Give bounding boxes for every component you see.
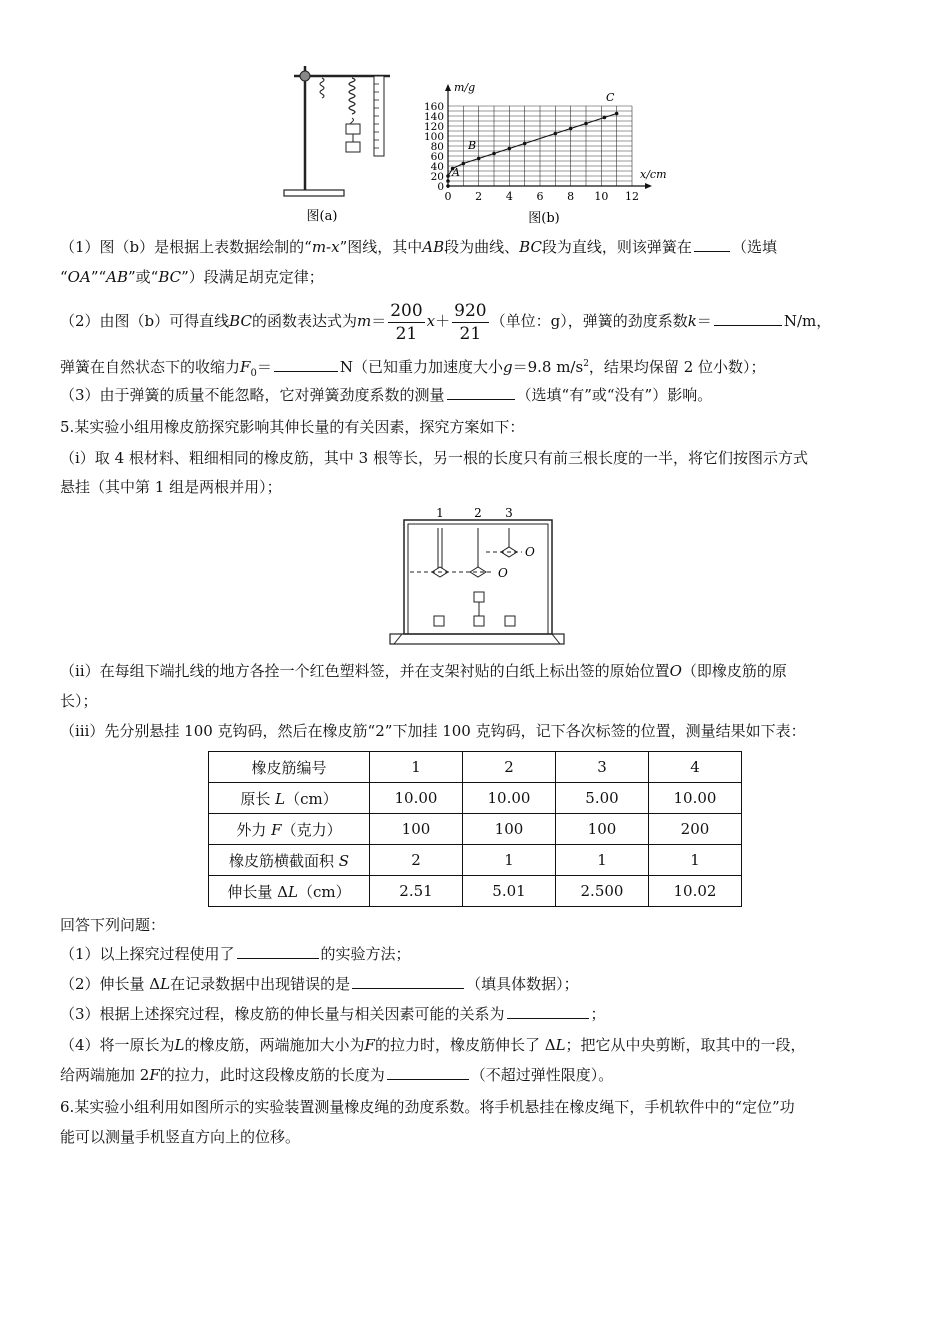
table-cell: 10.00: [370, 783, 463, 814]
q5-answer-3: [60, 1003, 606, 1025]
table-row: [209, 783, 742, 814]
q5-step2-line2: 长）；: [60, 692, 98, 710]
answer-blank[interactable]: [447, 384, 515, 400]
fraction-200-21: [388, 300, 424, 345]
text: 0: [250, 368, 257, 379]
o-label-lower: O: [498, 566, 508, 580]
text: 在记录数据中出现错误的是: [170, 975, 351, 993]
table-cell: 2.500: [556, 876, 649, 907]
chart-y-arrow: [445, 84, 451, 91]
chart-x-tick-label: 0: [444, 190, 452, 203]
chart-data-point: [569, 127, 573, 131]
q5-answer-intro: 回答下列问题：: [60, 916, 166, 934]
text: F: [271, 820, 282, 839]
answer-blank[interactable]: [237, 943, 319, 959]
figure-b-chart: [420, 78, 680, 228]
text: ”图线，其中: [339, 238, 423, 256]
denominator: 21: [395, 323, 418, 344]
text: ；把它从中央剪断，取其中的一段，: [565, 1036, 806, 1054]
text: 段为直线，则该弹簧在: [541, 238, 692, 256]
text: F: [240, 358, 251, 376]
table-cell: [209, 783, 370, 814]
chart-y-tick-label: 40: [430, 161, 444, 173]
q5-step1-line2: 悬挂（其中第 1 组是两根并用）；: [60, 478, 282, 496]
text: m: [356, 312, 372, 330]
chart-data-point: [462, 162, 466, 166]
chart-data-point: [554, 132, 558, 136]
table-cell: [209, 845, 370, 876]
text: （ⅱ）在每组下端扎线的地方各拴一个红色塑料签，并在支架衬贴的白纸上标出签的原始位置: [60, 662, 670, 680]
text: L: [160, 975, 171, 993]
text: ＋: [435, 312, 451, 330]
chart-x-arrow: [645, 183, 652, 189]
text: （选填: [731, 238, 777, 256]
answer-blank[interactable]: [352, 973, 464, 989]
chart-data-point: [584, 122, 588, 126]
chart-ylabel: m/g: [454, 81, 476, 94]
text: （不超过弹性限度）。: [470, 1066, 614, 1084]
text: S: [338, 851, 350, 870]
chart-data-point: [446, 174, 450, 178]
text: 给两端施加 2: [60, 1066, 150, 1084]
text: 伸长量 Δ: [227, 882, 288, 901]
text: L: [275, 789, 286, 808]
answer-blank[interactable]: [694, 236, 730, 252]
q4-part3: [60, 384, 712, 406]
text: ＝9.8 m/s: [512, 358, 584, 376]
table-cell: 3: [556, 752, 649, 783]
text: O: [669, 662, 682, 680]
table-row: [209, 814, 742, 845]
q5-answer-1: [60, 943, 411, 965]
text: BC: [158, 268, 182, 286]
text: （克力）: [281, 820, 342, 839]
text: 的拉力时，橡皮筋伸长了 Δ: [374, 1036, 556, 1054]
numerator: 920: [454, 300, 487, 321]
text: ”或“: [128, 268, 159, 286]
text: （3）由于弹簧的质量不能忽略，它对弹簧劲度系数的测量: [60, 386, 445, 404]
text: L: [555, 1036, 566, 1054]
q5-step2-line1: [60, 660, 787, 682]
text: N（已知重力加速度大小: [339, 358, 503, 376]
chart-data-point: [492, 152, 496, 156]
q6-line2: 能可以测量手机竖直方向上的位移。: [60, 1128, 301, 1146]
table-cell: 橡皮筋编号: [209, 752, 370, 783]
table-cell: 10.00: [649, 783, 742, 814]
chart-y-tick-label: 20: [430, 171, 444, 183]
text: L: [174, 1036, 185, 1054]
text: ”“: [90, 268, 107, 286]
chart-y-tick-label: 120: [423, 121, 444, 133]
text: 的函数表达式为: [251, 312, 357, 330]
answer-blank[interactable]: [387, 1064, 469, 1080]
chart-x-tick-label: 10: [594, 190, 609, 203]
text: （即橡皮筋的原: [681, 662, 787, 680]
chart-y-tick-label: 160: [423, 101, 444, 113]
text: ；: [590, 1005, 606, 1023]
text: BC: [519, 238, 542, 256]
table-cell: [209, 876, 370, 907]
q4-part2-line2: [60, 353, 766, 385]
table-cell: 100: [463, 814, 556, 845]
text: ”）段满足胡克定律；: [181, 268, 324, 286]
chart-data-point: [615, 112, 619, 116]
table-cell: 100: [370, 814, 463, 845]
text: ＝: [696, 312, 712, 330]
table-cell: 10.02: [649, 876, 742, 907]
chart-data-point: [523, 142, 527, 146]
chart-point-label-a: A: [452, 166, 460, 179]
answer-blank[interactable]: [507, 1003, 589, 1019]
text: 橡皮筋横截面积: [228, 851, 339, 870]
chart-x-tick-label: 8: [567, 190, 575, 203]
q4-part1-line1: [60, 236, 777, 258]
answer-blank[interactable]: [714, 310, 782, 326]
figure-a-caption: 图(a): [306, 209, 338, 224]
text: 的拉力，此时这段橡皮筋的长度为: [159, 1066, 385, 1084]
text: （2）伸长量 Δ: [60, 975, 161, 993]
text: OA: [67, 268, 91, 286]
q5-step3: （ⅲ）先分别悬挂 100 克钩码，然后在橡皮筋“2”下加挂 100 克钩码，记下各次标签的位置，测量结果如下表：: [60, 722, 806, 740]
denominator: 21: [459, 323, 482, 344]
chart-data-point: [477, 157, 481, 161]
o-label-upper: O: [525, 545, 535, 559]
text: m-x: [311, 238, 340, 256]
text: 弹簧在自然状态下的收缩力: [60, 358, 241, 376]
band-label-1: 1: [436, 506, 444, 520]
text: BC: [229, 312, 252, 330]
q5-answer-2: [60, 973, 579, 995]
q4-part2-line1: [60, 298, 831, 345]
text: x: [426, 312, 436, 330]
q5-answer-4-line1: [60, 1034, 806, 1056]
text: 外力: [236, 820, 272, 839]
chart-y-tick-label: 0: [437, 181, 444, 193]
text: 2: [583, 359, 589, 369]
chart-xlabel: x/cm: [640, 168, 667, 181]
table-cell: [209, 814, 370, 845]
text: ＝: [371, 312, 387, 330]
answer-blank[interactable]: [274, 356, 338, 372]
table-cell: 2: [370, 845, 463, 876]
band-label-3: 3: [505, 506, 513, 520]
text: （1）以上探究过程使用了: [60, 945, 235, 963]
fraction-920-21: [452, 300, 488, 345]
table-row: [209, 845, 742, 876]
table-cell: 2.51: [370, 876, 463, 907]
text: k: [687, 312, 697, 330]
figure-a-apparatus: [280, 62, 400, 227]
text: （1）图（b）是根据上表数据绘制的“: [60, 238, 312, 256]
chart-data-point: [446, 179, 450, 183]
text: L: [288, 882, 298, 901]
q5-step1-line1: （ⅰ）取 4 根材料、粗细相同的橡皮筋，其中 3 根等长，另一根的长度只有前三根长度的一半，将它们按图示方式: [60, 449, 808, 467]
text: ，结果均保留 2 位小数）；: [588, 358, 766, 376]
text: AB: [106, 268, 129, 286]
text: g: [502, 358, 513, 376]
chart-point-label-b: B: [468, 139, 477, 152]
q5-answer-4-line2: [60, 1064, 613, 1086]
text: AB: [422, 238, 445, 256]
table-cell: 5.00: [556, 783, 649, 814]
chart-y-tick-label: 60: [430, 151, 444, 163]
q4-part1-line2: [60, 266, 324, 288]
text: 原长: [240, 789, 276, 808]
text: （4）将一原长为: [60, 1036, 175, 1054]
chart-y-tick-label: 100: [423, 131, 444, 143]
chart-data-point: [508, 147, 512, 151]
text: （cm）: [297, 882, 351, 901]
table-cell: 1: [556, 845, 649, 876]
text: （选填“有”或“没有”）影响。: [516, 386, 713, 404]
table-cell: 1: [649, 845, 742, 876]
table-cell: 1: [370, 752, 463, 783]
band-label-2: 2: [474, 506, 482, 520]
text: （填具体数据）；: [466, 975, 579, 993]
chart-y-tick-label: 140: [423, 111, 444, 123]
q6-line1: 6.某实验小组利用如图所示的实验装置测量橡皮绳的劲度系数。将手机悬挂在橡皮绳下，手机软件中的“定位”功: [60, 1098, 795, 1116]
chart-x-tick-label: 6: [536, 190, 544, 203]
text: 的橡皮筋，两端施加大小为: [184, 1036, 365, 1054]
table-cell: 10.00: [463, 783, 556, 814]
text: F: [364, 1036, 375, 1054]
text: 的实验方法；: [320, 945, 411, 963]
chart-x-tick-label: 4: [505, 190, 513, 203]
text: （2）由图（b）可得直线: [60, 312, 230, 330]
numerator: 200: [390, 300, 423, 321]
chart-data-point: [446, 184, 450, 188]
table-cell: 4: [649, 752, 742, 783]
data-table: [208, 751, 742, 907]
figure-rubber-band-setup: [388, 502, 568, 650]
q5-title: 5.某实验小组用橡皮筋探究影响其伸长量的有关因素，探究方案如下：: [60, 418, 525, 436]
chart-x-tick-label: 2: [475, 190, 483, 203]
text: （cm）: [285, 789, 338, 808]
text: N/m，: [783, 312, 832, 330]
text: ＝: [256, 358, 272, 376]
text: “: [60, 268, 68, 286]
table-row: [209, 752, 742, 783]
chart-x-tick-label: 12: [625, 190, 639, 203]
text: F: [149, 1066, 160, 1084]
table-cell: 2: [463, 752, 556, 783]
table-cell: 5.01: [463, 876, 556, 907]
chart-data-point: [603, 116, 607, 120]
table-cell: 1: [463, 845, 556, 876]
figure-b-caption: 图(b): [528, 211, 560, 226]
table-cell: 200: [649, 814, 742, 845]
text: （3）根据上述探究过程，橡皮筋的伸长量与相关因素可能的关系为: [60, 1005, 505, 1023]
chart-point-label-c: C: [606, 91, 615, 104]
table-cell: 100: [556, 814, 649, 845]
table-row: [209, 876, 742, 907]
chart-y-tick-label: 80: [430, 141, 444, 153]
text: （单位：g），弹簧的劲度系数: [490, 312, 688, 330]
text: 段为曲线、: [444, 238, 520, 256]
